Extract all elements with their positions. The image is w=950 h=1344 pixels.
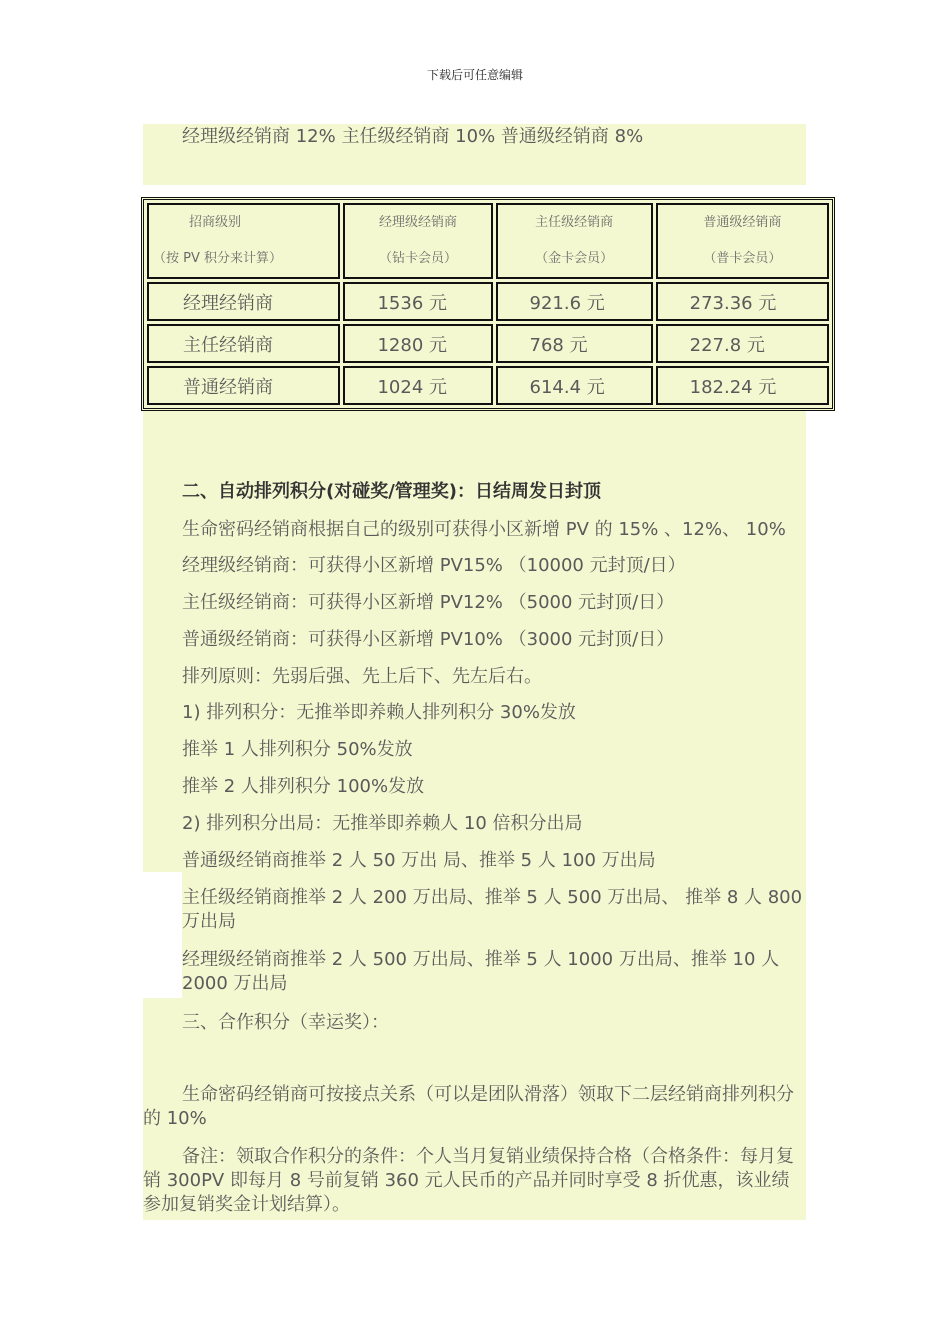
table-cell: 768 元	[496, 324, 653, 363]
row-label: 主任经销商	[147, 324, 340, 363]
table-cell: 273.36 元	[656, 282, 829, 321]
header-cell-level: 招商级别 （按 PV 积分来计算）	[147, 203, 340, 279]
section2-line: 推举 2 人排列积分 100%发放	[182, 776, 425, 797]
table-header-row	[147, 203, 829, 279]
intro-line: 经理级经销商 12% 主任级经销商 10% 普通级经销商 8%	[182, 126, 644, 147]
header-cell-director: 主任级经销商 （金卡会员）	[496, 203, 653, 279]
table-row	[147, 282, 829, 321]
table-cell: 1024 元	[343, 366, 492, 405]
table-cell: 1536 元	[343, 282, 492, 321]
table-cell: 614.4 元	[496, 366, 653, 405]
section2-line: 2) 排列积分出局：无推举即养赖人 10 倍积分出局	[182, 813, 583, 834]
table-cell: 921.6 元	[496, 282, 653, 321]
section2-line: 生命密码经销商根据自己的级别可获得小区新增 PV 的 15% 、12%、 10%	[182, 519, 786, 540]
row-label: 普通经销商	[147, 366, 340, 405]
section2-line: 普通级经销商推举 2 人 50 万出 局、推举 5 人 100 万出局	[182, 850, 656, 871]
section2-line: 排列原则：先弱后强、先上后下、先左后右。	[182, 666, 542, 687]
section3-note: 备注：领取合作积分的条件：个人当月复销业绩保持合格（合格条件：每月复销 300PV 即每月 8 号前复销 360 元人民币的产品并同时享受 8 折优惠，该业绩参加复销奖金计划结算）。	[143, 1146, 794, 1215]
table-row	[147, 324, 829, 363]
header-cell-regular: 普通级经销商 （普卡会员）	[656, 203, 829, 279]
section3-paragraph: 生命密码经销商可按接点关系（可以是团队滑落）领取下二层经销商排列积分的 10%	[143, 1084, 794, 1129]
section2-line: 经理级经销商：可获得小区新增 PV15% （10000 元封顶/日）	[182, 555, 686, 576]
page-header-note: 下载后可任意编辑	[426, 68, 523, 82]
section3-title: 三、合作积分（幸运奖）：	[182, 1012, 389, 1033]
row-label: 经理经销商	[147, 282, 340, 321]
section2-line: 主任级经销商：可获得小区新增 PV12% （5000 元封顶/日）	[182, 592, 675, 613]
section2-line: 推举 1 人排列积分 50%发放	[182, 739, 413, 760]
section2-line: 普通级经销商：可获得小区新增 PV10% （3000 元封顶/日）	[182, 629, 675, 650]
section2-line: 经理级经销商推举 2 人 500 万出局、推举 5 人 1000 万出局、推举 10 人 2000 万出局	[182, 949, 780, 994]
section2-title: 二、自动排列积分(对碰奖/管理奖)：日结周发日封顶	[182, 481, 602, 502]
table-cell: 182.24 元	[656, 366, 829, 405]
table-cell: 227.8 元	[656, 324, 829, 363]
section2-line: 1) 排列积分：无推举即养赖人排列积分 30%发放	[182, 702, 576, 723]
table-row	[147, 366, 829, 405]
section2-line: 主任级经销商推举 2 人 200 万出局、推举 5 人 500 万出局、 推举 8 人 800 万出局	[182, 887, 803, 932]
rebate-table	[141, 197, 835, 411]
table-cell: 1280 元	[343, 324, 492, 363]
header-cell-manager: 经理级经销商 （钻卡会员）	[343, 203, 492, 279]
